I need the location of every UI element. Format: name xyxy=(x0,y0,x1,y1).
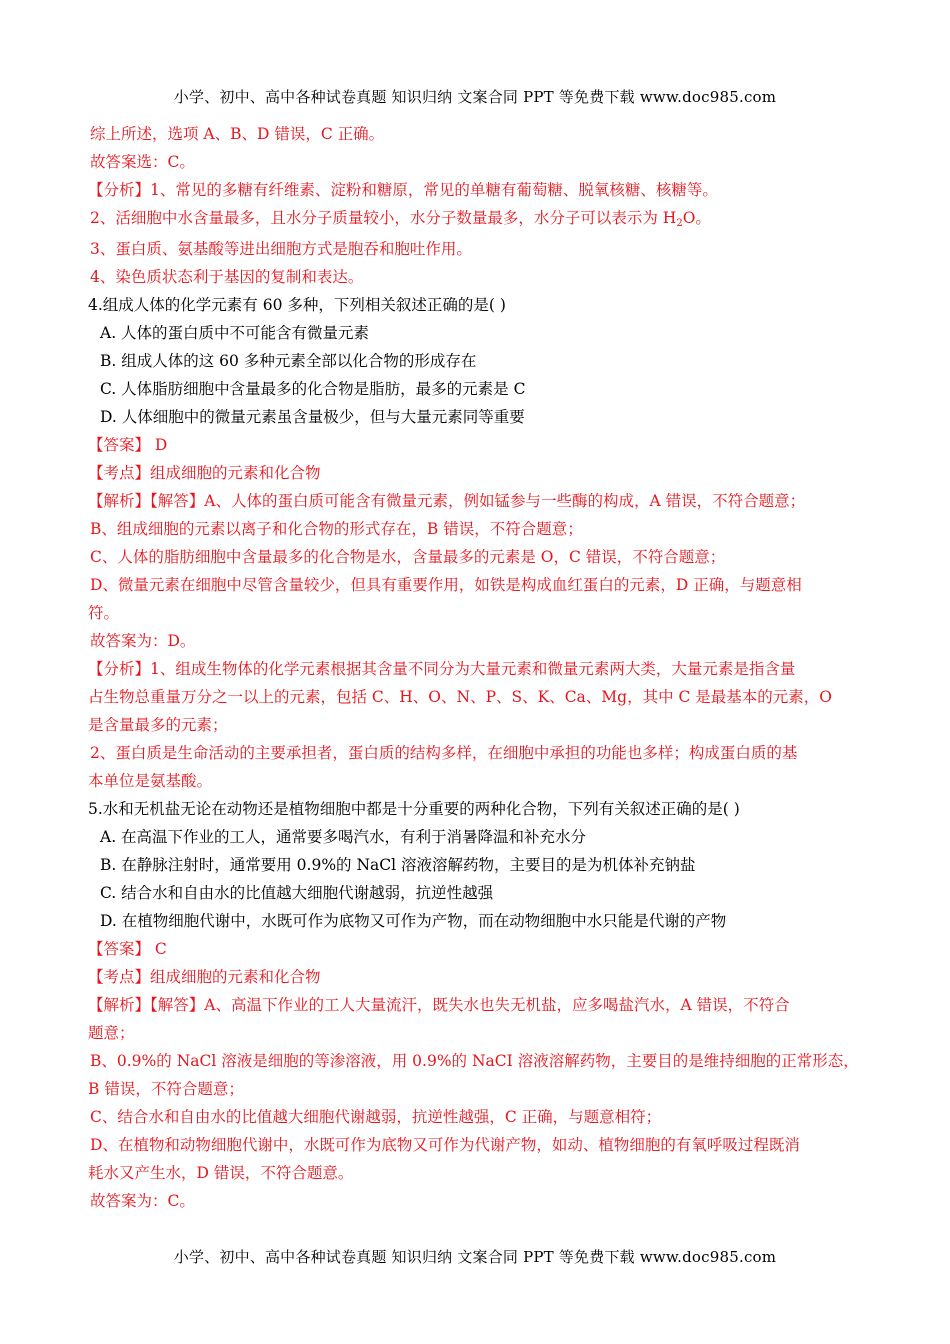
q5-option-a: A. 在高温下作业的工人，通常要多喝汽水，有利于消暑降温和补充水分 xyxy=(100,828,587,846)
q4-explain-c: C、人体的脂肪细胞中含量最多的化合物是水，含量最多的元素是 O，C 错误，不符合题意； xyxy=(90,548,726,566)
q5-topic: 【考点】组成细胞的元素和化合物 xyxy=(88,968,321,986)
q4-explain-d-line1: D、微量元素在细胞中尽管含量较少，但具有重要作用，如铁是构成血红蛋白的元素，D 正确，与题意相 xyxy=(90,576,802,594)
prev-answer-is: 故答案选：C。 xyxy=(90,153,195,171)
q4-analysis-1-line1: 【分析】1、组成生物体的化学元素根据其含量不同分为大量元素和微量元素两大类，大量元素是指含量 xyxy=(88,660,796,678)
subscript: 2 xyxy=(676,218,683,229)
q5-explain-a-line1: 【解析】【解答】A、高温下作业的工人大量流汗，既失水也失无机盐，应多喝盐汽水，A 错误，不符合 xyxy=(88,996,790,1014)
q5-option-b: B. 在静脉注射时，通常要用 0.9%的 NaCl 溶液溶解药物，主要目的是为机体补充钠盐 xyxy=(100,856,696,874)
prev-analysis-2 xyxy=(88,204,878,235)
q5-explain-c: C、结合水和自由水的比值越大细胞代谢越弱，抗逆性越强，C 正确，与题意相符； xyxy=(90,1108,662,1126)
q5-explain-b-line2: B 错误，不符合题意； xyxy=(88,1080,244,1098)
q5-answer: 【答案】 C xyxy=(88,940,167,958)
q4-answer: 【答案】 D xyxy=(88,436,168,454)
q5-option-c: C. 结合水和自由水的比值越大细胞代谢越弱，抗逆性越强 xyxy=(100,884,494,902)
q4-stem: 4.组成人体的化学元素有 60 多种，下列相关叙述正确的是( ) xyxy=(88,296,506,314)
q4-explain-d-line2: 符。 xyxy=(88,604,120,622)
q4-analysis-2-line1: 2、蛋白质是生命活动的主要承担者，蛋白质的结构多样，在细胞中承担的功能也多样；构成蛋白质的基 xyxy=(90,744,798,762)
prev-analysis-3: 3、蛋白质、氨基酸等进出细胞方式是胞吞和胞吐作用。 xyxy=(90,240,472,258)
q5-explain-d-line2: 耗水又产生水，D 错误，不符合题意。 xyxy=(88,1164,354,1182)
q5-explain-b-line1: B、0.9%的 NaCl 溶液是细胞的等渗溶液，用 0.9%的 NaCI 溶液溶解药物，主要目的是维持细胞的正常形态， xyxy=(90,1052,859,1070)
q4-topic: 【考点】组成细胞的元素和化合物 xyxy=(88,464,321,482)
q5-option-d: D. 在植物细胞代谢中，水既可作为底物又可作为产物，而在动物细胞中水只能是代谢的产物 xyxy=(100,912,727,930)
q4-option-d: D. 人体细胞中的微量元素虽含量极少，但与大量元素同等重要 xyxy=(100,408,525,426)
q4-analysis-1-line3: 是含量最多的元素； xyxy=(88,716,228,734)
q4-option-a: A. 人体的蛋白质中不可能含有微量元素 xyxy=(100,324,370,342)
q5-explain-a-line2: 题意； xyxy=(88,1024,135,1042)
page-footer: 小学、初中、高中各种试卷真题 知识归纳 文案合同 PPT 等免费下载 www.doc985.com xyxy=(173,1248,777,1266)
prev-summary: 综上所述，选项 A、B、D 错误，C 正确。 xyxy=(90,125,385,143)
prev-analysis-4: 4、染色质状态利于基因的复制和表达。 xyxy=(90,268,364,286)
q5-answer-is: 故答案为：C。 xyxy=(90,1192,195,1210)
document-body xyxy=(88,120,878,1215)
prev-analysis-1: 【分析】1、常见的多糖有纤维素、淀粉和糖原，常见的单糖有葡萄糖、脱氧核糖、核糖等。 xyxy=(88,181,718,199)
q4-explain-b: B、组成细胞的元素以离子和化合物的形式存在，B 错误，不符合题意； xyxy=(90,520,583,538)
page-header: 小学、初中、高中各种试卷真题 知识归纳 文案合同 PPT 等免费下载 www.doc985.com xyxy=(173,88,777,106)
q4-analysis-1-line2: 占生物总重量万分之一以上的元素，包括 C、H、O、N、P、S、K、Ca、Mg，其中 C 是最基本的元素，O xyxy=(88,688,833,706)
q4-analysis-2-line2: 本单位是氨基酸。 xyxy=(88,772,213,790)
q5-stem: 5.水和无机盐无论在动物还是植物细胞中都是十分重要的两种化合物，下列有关叙述正确的是( ) xyxy=(88,800,740,818)
q4-option-b: B. 组成人体的这 60 多种元素全部以化合物的形成存在 xyxy=(100,352,477,370)
q4-explain-a: 【解析】【解答】A、人体的蛋白质可能含有微量元素，例如锰参与一些酶的构成，A 错误，不符合题意； xyxy=(88,492,806,510)
prev-analysis-2-tail: O。 xyxy=(682,209,711,227)
prev-analysis-2-text: 2、活细胞中水含量最多，且水分子质量较小，水分子数量最多，水分子可以表示为 H xyxy=(90,209,677,227)
q4-option-c: C. 人体脂肪细胞中含量最多的化合物是脂肪，最多的元素是 C xyxy=(100,380,526,398)
q5-explain-d-line1: D、在植物和动物细胞代谢中，水既可作为底物又可作为代谢产物，如动、植物细胞的有氧呼吸过程既消 xyxy=(90,1136,800,1154)
q4-answer-is: 故答案为：D。 xyxy=(90,632,196,650)
